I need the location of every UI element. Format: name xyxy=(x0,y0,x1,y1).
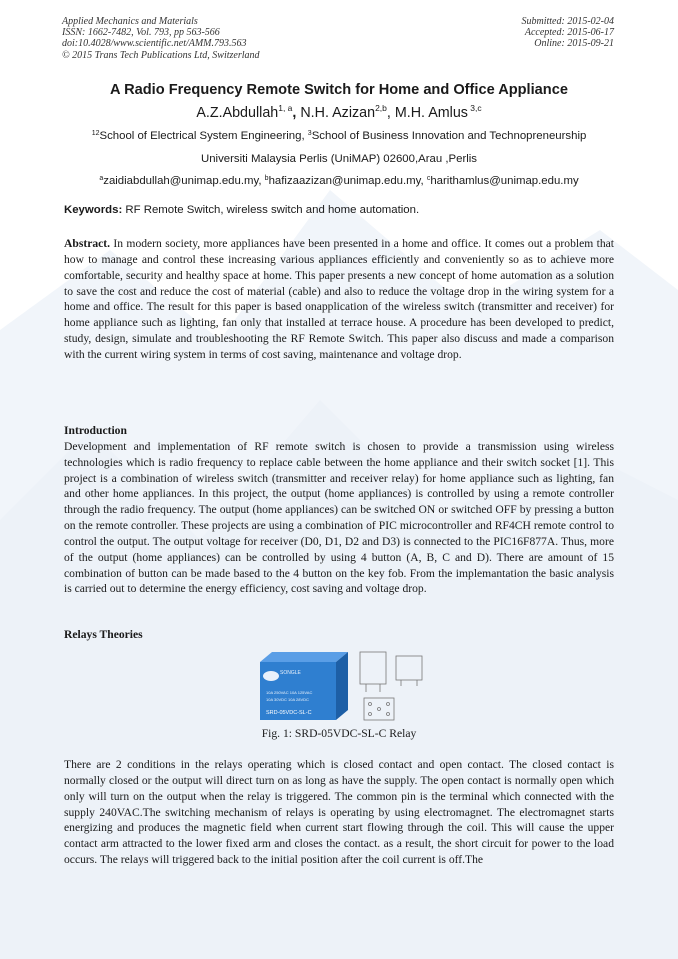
affiliation-schools xyxy=(0,130,678,142)
relay-rating: 10A 250VAC 10A 125VAC xyxy=(266,690,313,695)
email-link[interactable]: harithamlus@unimap.edu.my xyxy=(430,175,579,187)
affiliation-university: Universiti Malaysia Perlis (UniMAP) 02600,Arau ,Perlis xyxy=(201,153,477,165)
journal-copyright: © 2015 Trans Tech Publications Ltd, Switzerland xyxy=(62,49,260,61)
email-superscript: a xyxy=(99,175,104,182)
relay-figure xyxy=(258,648,428,724)
journal-doi: doi:10.4028/www.scientific.net/AMM.793.563 xyxy=(62,38,247,50)
relay-rating: 10A 30VDC 10A 28VDC xyxy=(266,697,309,702)
journal-issn: ISSN: 1662-7482, Vol. 793, pp 563-566 xyxy=(62,27,220,39)
keywords-text: RF Remote Switch, wireless switch and home automation. xyxy=(122,204,420,216)
journal-info xyxy=(62,16,260,61)
relay-drawing xyxy=(360,652,422,720)
abstract xyxy=(64,236,614,363)
relay-brand: SONGLE xyxy=(280,670,301,676)
author-emails xyxy=(0,175,678,187)
relay-photo xyxy=(260,652,348,720)
introduction-heading: Introduction xyxy=(64,424,127,437)
author-name: N.H. Azizan xyxy=(300,105,376,121)
affiliation-superscript: 12 xyxy=(91,130,100,137)
author-name: A.Z.Abdullah xyxy=(196,105,279,121)
author-separator: , xyxy=(292,105,301,121)
affiliation-school-1: School of Electrical System Engineering, xyxy=(99,130,308,142)
author-list xyxy=(0,103,678,121)
keywords xyxy=(64,204,616,216)
email-link[interactable]: hafizaazizan@unimap.edu.my, xyxy=(268,175,427,187)
introduction-text: Development and implementation of RF remote switch is chosen to provide a transmission using wireless technologies which is radio frequency to replace cable between the home appliance and their switch socket [1]. This project is a combination of wireless switch (transmitter and receiver relay) for home appliance such as lighting, fan and other home appliances. In this project, the output (home appliances) is controlled by using a remote controller through the radio frequency. The output (home appliances) can be switched ON or switched OFF by pressing a button on the remote controller. These projects are using a combination of PIC microcontroller and RF4CH remote control to control the output. The output voltage for receiver (D0, D1, D2 and D3) is connected to the PIC16F877A. Thus, more of the output (home appliances) can be controlled by using 4 button (A, B, C and D). There are amount of 15 combination of button can be made based to the 4 button on the key fob. From the implemantation the basic analysis is carried out to determine the energy efficiency, cost saving and voltage drop. xyxy=(64,439,614,596)
journal-name: Applied Mechanics and Materials xyxy=(62,16,198,27)
relays-heading: Relays Theories xyxy=(64,628,143,641)
author-name: M.H. Amlus xyxy=(394,105,468,121)
email-superscript: b xyxy=(264,175,269,182)
submission-dates xyxy=(522,16,615,50)
author-superscript: 2,b xyxy=(375,103,387,113)
affiliation-school-2: School of Business Innovation and Technopreneurship xyxy=(311,130,587,142)
affiliation-superscript: 3 xyxy=(307,130,312,137)
author-superscript: 3,c xyxy=(467,103,482,113)
author-separator: , xyxy=(386,105,395,121)
email-superscript: c xyxy=(426,175,431,182)
relay-model: SRD-05VDC-SL-C xyxy=(266,710,312,716)
author-superscript: 1, a xyxy=(278,103,293,113)
date-submitted: Submitted: 2015-02-04 xyxy=(521,16,614,27)
keywords-label: Keywords: xyxy=(64,204,123,216)
paper-title: A Radio Frequency Remote Switch for Home and Office Appliance xyxy=(110,82,568,98)
relays-text: There are 2 conditions in the relays operating which is closed contact and open contact. The closed contact is normally closed or the output will direct turn on as long as have the supply. The open contact is normally open which only will turn on the output when the relay is triggered. The common pin is the terminal which connected with the supply 240VAC.The switching mechanism of relays is operating by using electromagnet. The electromagnet starts energizing and produces the magnetic field when current start flowing through the coil. This will cause the upper contact arm attracted to the lower fixed arm and closes the contact. as a result, the short circuit for power to the load occurs. The relays will triggered back to the initial position after the coil current is off.The xyxy=(64,758,614,867)
date-online: Online: 2015-09-21 xyxy=(534,38,614,50)
figure-caption: Fig. 1: SRD-05VDC-SL-C Relay xyxy=(261,727,417,740)
introduction-section xyxy=(64,423,614,597)
abstract-label: Abstract. xyxy=(64,237,111,250)
abstract-text: In modern society, more appliances have been presented in a home and office. It comes out a problem that how to manage and control these increasing various appliances efficiently and conveniently so as to achieve more comfortable, security and healthy space at home. This paper presents a new concept of home automation as a solution to save the cost and reduce the cost of material (cable) and also to reduce the voltage drop in the wiring system for a home and office. The result for this paper is based onapplication of the wireless switch (transmitter and receiver) for home appliance such as lighting, fan only that installed at terrace house. A procedure has been developed to predict, study, design, simulate and troubleshooting the RF Remote Switch. This paper also discuss and made a comparison with the current wiring system in terms of cost saving, maintenance and voltage drop. xyxy=(64,237,614,361)
email-link[interactable]: zaidiabdullah@unimap.edu.my, xyxy=(103,175,265,187)
date-accepted: Accepted: 2015-06-17 xyxy=(524,27,614,39)
